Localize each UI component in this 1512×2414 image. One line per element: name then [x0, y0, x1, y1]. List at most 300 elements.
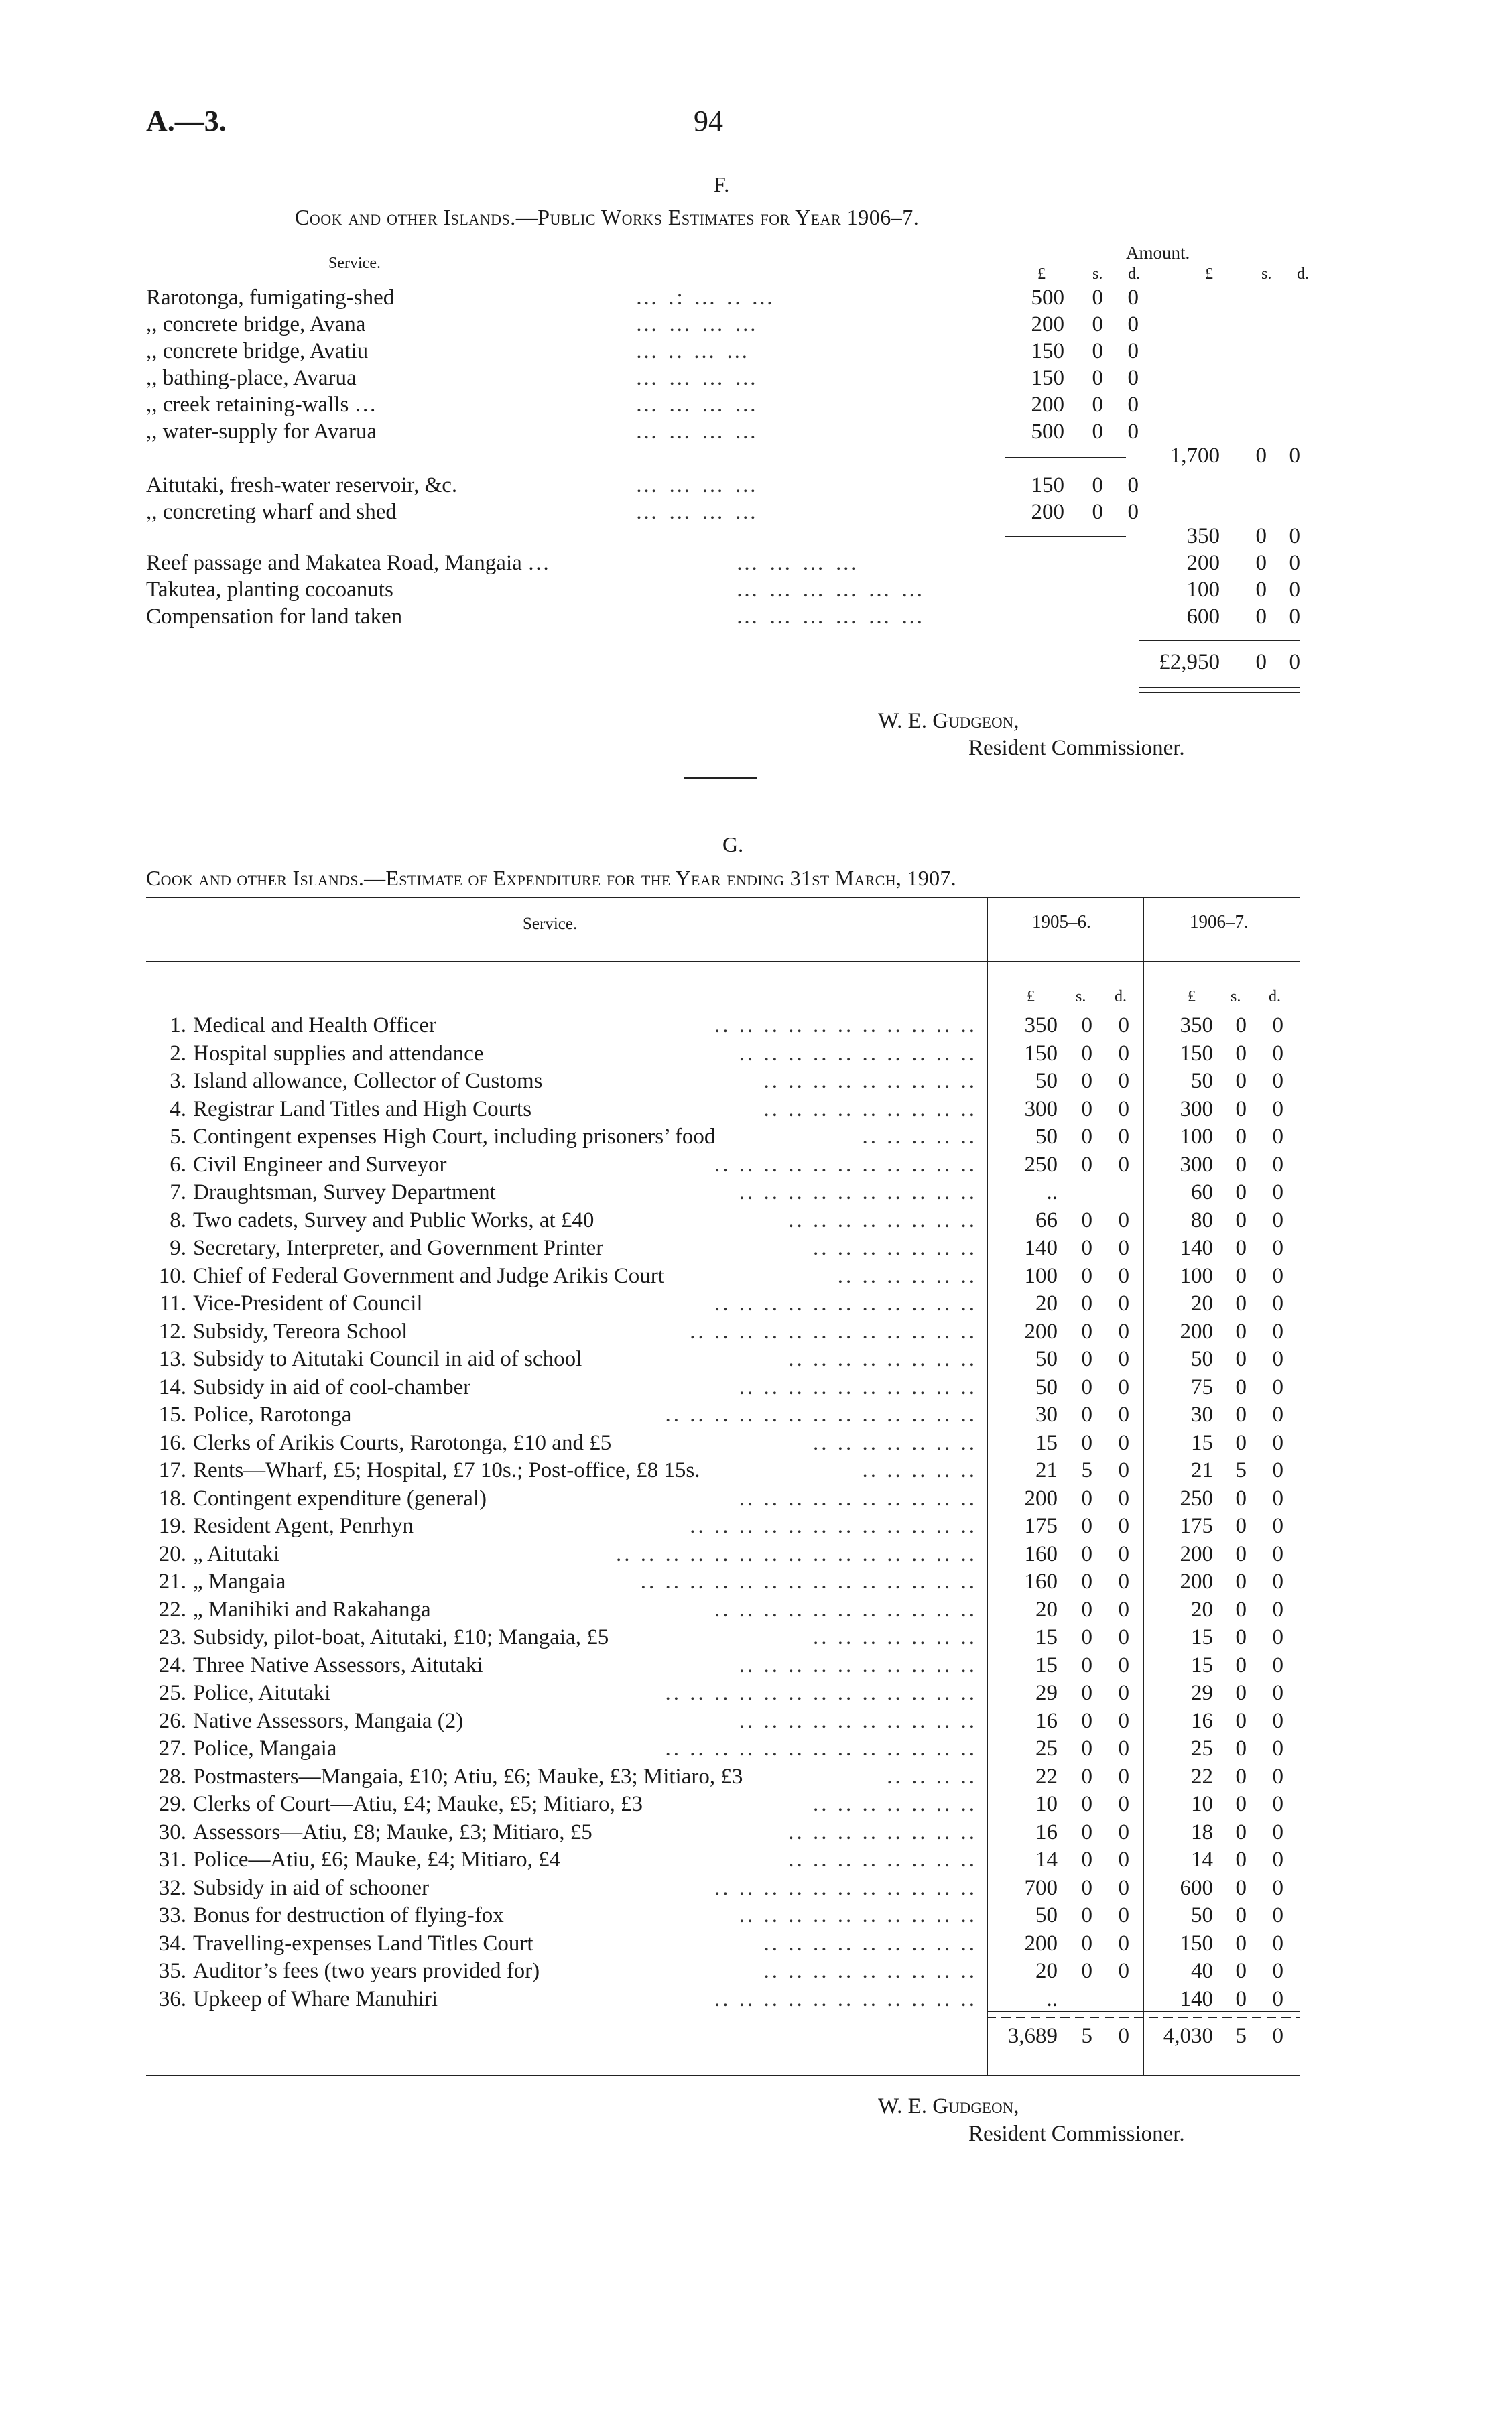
g-signature-title: Resident Commissioner. [968, 2122, 1185, 2146]
g-row-1906-pounds: 100 [1180, 1125, 1213, 1149]
g-row-1905-pence: 0 [1118, 1765, 1129, 1789]
g-row-leader-dots: .. .. .. .. .. .. .. .. .. .. .. .. .. .. [640, 1570, 977, 1594]
g-row-1906-pence: 0 [1272, 1542, 1283, 1566]
g-row-1905-pence: 0 [1118, 1848, 1129, 1872]
g-row-number: 14. [158, 1375, 186, 1399]
g-col-pounds-2: £ [1188, 988, 1196, 1005]
g-row-1905-pounds: 25 [1035, 1736, 1058, 1761]
g-row-1906-shillings: 0 [1235, 1792, 1247, 1816]
g-row-1905-pounds: 50 [1035, 1903, 1058, 1927]
g-row-1905-pence: 0 [1118, 1236, 1129, 1260]
f-other-row-leader-dots: … … … … … … [736, 605, 926, 629]
document-reference: A.—3. [146, 105, 227, 137]
g-row-number: 7. [170, 1180, 186, 1204]
f-subtotal-2-pence: 0 [1289, 524, 1300, 548]
g-row-1905-shillings: 0 [1081, 1264, 1092, 1288]
g-row-leader-dots: .. .. .. .. .. .. .. .. [788, 1848, 977, 1872]
g-row-1905-shillings: 0 [1081, 1931, 1092, 1956]
f-signature-name: W. E. Gudgeon, [878, 709, 1019, 733]
g-row-1906-shillings: 0 [1235, 1097, 1247, 1121]
g-row-1906-shillings: 0 [1235, 1514, 1247, 1538]
g-row-leader-dots: .. .. .. .. .. .. .. .. .. .. [739, 1180, 977, 1204]
g-row-1905-shillings: 0 [1081, 1876, 1092, 1900]
g-row-leader-dots: .. .. .. .. .. .. [837, 1264, 977, 1288]
g-row-1906-shillings: 0 [1235, 1736, 1247, 1761]
g-table-bottom-rule [146, 2075, 1300, 2076]
g-row-1905-pence: 0 [1118, 1208, 1129, 1232]
g-row-number: 2. [170, 1041, 186, 1066]
f-row-pounds: 500 [1031, 285, 1064, 310]
g-row-1906-shillings: 0 [1235, 1681, 1247, 1705]
g-row-1906-shillings: 0 [1235, 1959, 1247, 1983]
g-row-1905-shillings: 0 [1081, 1765, 1092, 1789]
g-row-1905-shillings: 0 [1081, 1069, 1092, 1093]
g-row-1906-shillings: 0 [1235, 1236, 1247, 1260]
g-row-1906-pounds: 29 [1191, 1681, 1213, 1705]
g-row-1906-pounds: 20 [1191, 1291, 1213, 1316]
g-row-1905-shillings: 0 [1081, 1542, 1092, 1566]
g-row-1905-shillings: 0 [1081, 1625, 1092, 1649]
g-row-1906-shillings: 0 [1235, 1291, 1247, 1316]
g-row-1906-pence: 0 [1272, 1486, 1283, 1511]
f-other-row-leader-dots: … … … … [736, 551, 860, 575]
g-row-1906-pounds: 15 [1191, 1653, 1213, 1677]
g-row-1906-pounds: 10 [1191, 1792, 1213, 1816]
g-row-number: 21. [158, 1570, 186, 1594]
f-col-shillings: s. [1092, 265, 1103, 283]
g-row-leader-dots: .. .. .. .. .. .. .. .. .. .. .. [714, 1153, 977, 1177]
f-col-pence-2: d. [1297, 265, 1309, 283]
g-row-number: 23. [158, 1625, 186, 1649]
g-row-1905-pounds: 50 [1035, 1375, 1058, 1399]
g-row-1906-pounds: 200 [1180, 1570, 1213, 1594]
g-row-1906-pounds: 21 [1191, 1458, 1213, 1482]
g-row-1906-pence: 0 [1272, 1264, 1283, 1288]
g-row-1906-pence: 0 [1272, 1959, 1283, 1983]
g-row-leader-dots: .. .. .. .. .. .. .. .. .. .. .. .. [690, 1514, 977, 1538]
f-other-row-leader-dots: … … … … … … [736, 578, 926, 602]
g-row-1905-pounds: 15 [1035, 1653, 1058, 1677]
f-col-pounds-2: £ [1205, 265, 1213, 283]
g-row-1906-pounds: 350 [1180, 1013, 1213, 1037]
g-row-leader-dots: .. .. .. .. .. .. .. .. .. .. [739, 1375, 977, 1399]
g-row-1906-shillings: 0 [1235, 1013, 1247, 1037]
g-row-leader-dots: .. .. .. .. .. .. .. [813, 1792, 977, 1816]
g-row-1906-pence: 0 [1272, 1598, 1283, 1622]
g-row-1906-pence: 0 [1272, 1681, 1283, 1705]
g-row-leader-dots: .. .. .. .. .. .. .. .. .. .. .. .. .. [665, 1403, 977, 1427]
g-row-label: Island allowance, Collector of Customs [193, 1069, 543, 1093]
g-row-1905-shillings: 0 [1081, 1013, 1092, 1037]
g-row-1905-pounds: 200 [1024, 1931, 1058, 1956]
g-row-1906-pounds: 175 [1180, 1514, 1213, 1538]
g-row-leader-dots: .. .. .. .. .. .. .. .. .. [763, 1097, 977, 1121]
g-row-number: 33. [158, 1903, 186, 1927]
f-col-pence: d. [1128, 265, 1140, 283]
g-row-1906-pence: 0 [1272, 1208, 1283, 1232]
page-number: 94 [694, 105, 723, 137]
g-row-1905-pounds: 250 [1024, 1153, 1058, 1177]
section-separator [684, 777, 757, 779]
g-row-1905-shillings: 0 [1081, 1820, 1092, 1844]
g-row-1906-pence: 0 [1272, 1987, 1283, 2011]
g-row-1905-pence: 0 [1118, 1598, 1129, 1622]
f-other-row-pounds: 100 [1186, 578, 1220, 602]
g-row-1906-pounds: 14 [1191, 1848, 1213, 1872]
g-row-label: Police—Atiu, £6; Mauke, £4; Mitiaro, £4 [193, 1848, 561, 1872]
g-row-1906-pounds: 250 [1180, 1486, 1213, 1511]
g-row-1905-shillings: 0 [1081, 1598, 1092, 1622]
g-row-1905-shillings: 0 [1081, 1486, 1092, 1511]
g-total-1906-pence: 0 [1272, 2024, 1283, 2048]
g-row-label: Subsidy, Tereora School [193, 1320, 408, 1344]
f-row-pounds: 200 [1031, 500, 1064, 524]
g-row-1906-pounds: 150 [1180, 1931, 1213, 1956]
g-row-1906-shillings: 0 [1235, 1876, 1247, 1900]
g-row-1905-shillings: 0 [1081, 1097, 1092, 1121]
g-row-1905-pounds: 300 [1024, 1097, 1058, 1121]
f-other-row-pounds: 600 [1186, 605, 1220, 629]
g-row-label: Rents—Wharf, £5; Hospital, £7 10s.; Post-office, £8 15s. [193, 1458, 700, 1482]
g-row-1905-pence: 0 [1118, 1959, 1129, 1983]
g-row-1906-pounds: 100 [1180, 1264, 1213, 1288]
g-row-label: Upkeep of Whare Manuhiri [193, 1987, 438, 2011]
g-row-leader-dots: .. .. .. .. .. .. .. .. .. [763, 1931, 977, 1956]
g-row-leader-dots: .. .. .. .. .. .. .. .. .. .. .. [714, 1876, 977, 1900]
f-subtotal-1-pence: 0 [1289, 444, 1300, 468]
f-row-pence: 0 [1127, 285, 1139, 310]
f-row-pence: 0 [1127, 500, 1139, 524]
g-row-1905-pence: 0 [1118, 1792, 1129, 1816]
g-row-1905-pounds: 15 [1035, 1625, 1058, 1649]
g-row-number: 30. [158, 1820, 186, 1844]
g-row-1906-pence: 0 [1272, 1736, 1283, 1761]
g-row-1906-pence: 0 [1272, 1820, 1283, 1844]
g-row-number: 24. [158, 1653, 186, 1677]
g-row-label: „ Mangaia [193, 1570, 286, 1594]
g-row-1906-pounds: 22 [1191, 1765, 1213, 1789]
g-row-1905-pounds: 100 [1024, 1264, 1058, 1288]
g-row-1906-pence: 0 [1272, 1403, 1283, 1427]
g-row-leader-dots: .. .. .. .. .. [862, 1458, 977, 1482]
f-other-row-label: Reef passage and Makatea Road, Mangaia … [146, 551, 550, 575]
g-row-label: Subsidy to Aitutaki Council in aid of school [193, 1347, 582, 1371]
g-row-1905-pence: 0 [1118, 1347, 1129, 1371]
g-row-1905-pounds: 66 [1035, 1208, 1058, 1232]
g-row-label: Secretary, Interpreter, and Government Printer [193, 1236, 604, 1260]
g-row-leader-dots: .. .. .. .. .. .. .. .. [788, 1208, 977, 1232]
g-row-1905-pounds: .. [1046, 1180, 1058, 1204]
g-row-1905-pence: 0 [1118, 1403, 1129, 1427]
g-col-pence: d. [1115, 988, 1127, 1005]
g-row-1906-pounds: 150 [1180, 1041, 1213, 1066]
f-row-leader-dots: … … … … [635, 366, 759, 390]
g-row-1906-pounds: 140 [1180, 1236, 1213, 1260]
f-row-label: ,, concrete bridge, Avatiu [146, 339, 369, 363]
g-row-leader-dots: .. .. .. .. .. .. .. .. .. .. .. .. .. [665, 1736, 977, 1761]
g-row-1905-pounds: 16 [1035, 1820, 1058, 1844]
g-row-1906-pence: 0 [1272, 1625, 1283, 1649]
g-row-number: 8. [170, 1208, 186, 1232]
g-row-1905-pounds: 16 [1035, 1709, 1058, 1733]
f-row-pence: 0 [1127, 393, 1139, 417]
g-row-1906-pence: 0 [1272, 1180, 1283, 1204]
f-service-header: Service. [328, 255, 381, 272]
g-row-number: 31. [158, 1848, 186, 1872]
g-row-1906-pence: 0 [1272, 1876, 1283, 1900]
g-row-1906-pounds: 50 [1191, 1069, 1213, 1093]
g-col-pounds: £ [1027, 988, 1035, 1005]
g-row-label: Three Native Assessors, Aitutaki [193, 1653, 483, 1677]
g-row-number: 12. [158, 1320, 186, 1344]
g-row-1905-shillings: 0 [1081, 1236, 1092, 1260]
g-row-1905-shillings: 0 [1081, 1347, 1092, 1371]
g-row-1906-shillings: 0 [1235, 1570, 1247, 1594]
f-row-label: Aitutaki, fresh-water reservoir, &c. [146, 473, 458, 497]
f-total-rule-bottom-1 [1139, 687, 1300, 688]
g-row-leader-dots: .. .. .. .. .. .. .. .. [788, 1347, 977, 1371]
g-row-number: 17. [158, 1458, 186, 1482]
g-row-1906-shillings: 0 [1235, 1180, 1247, 1204]
g-row-1906-pounds: 18 [1191, 1820, 1213, 1844]
g-row-1905-pence: 0 [1118, 1069, 1129, 1093]
g-row-1905-shillings: 0 [1081, 1848, 1092, 1872]
g-row-1906-shillings: 0 [1235, 1320, 1247, 1344]
g-row-number: 6. [170, 1153, 186, 1177]
g-row-label: Police, Mangaia [193, 1736, 337, 1761]
g-row-1906-pounds: 15 [1191, 1431, 1213, 1455]
g-row-1906-pence: 0 [1272, 1570, 1283, 1594]
g-row-1906-pounds: 16 [1191, 1709, 1213, 1733]
g-row-1905-pounds: 21 [1035, 1458, 1058, 1482]
g-row-1906-pounds: 300 [1180, 1097, 1213, 1121]
g-row-number: 9. [170, 1236, 186, 1260]
g-row-label: Resident Agent, Penrhyn [193, 1514, 414, 1538]
f-row-label: ,, water-supply for Avarua [146, 420, 377, 444]
f-other-row-pence: 0 [1289, 605, 1300, 629]
f-row-label: Rarotonga, fumigating-shed [146, 285, 395, 310]
g-row-1905-pounds: 350 [1024, 1013, 1058, 1037]
g-row-1906-pounds: 75 [1191, 1375, 1213, 1399]
f-row-shillings: 0 [1092, 393, 1103, 417]
f-row-label: ,, creek retaining-walls … [146, 393, 377, 417]
g-row-leader-dots: .. .. .. .. .. .. .. .. .. .. .. .. .. .. .. [616, 1542, 977, 1566]
g-row-1905-pence: 0 [1118, 1736, 1129, 1761]
g-row-leader-dots: .. .. .. .. .. .. .. .. .. .. .. [714, 1987, 977, 2011]
g-row-label: Native Assessors, Mangaia (2) [193, 1709, 464, 1733]
g-row-1905-pounds: 20 [1035, 1598, 1058, 1622]
g-row-1905-pounds: 700 [1024, 1876, 1058, 1900]
g-row-number: 32. [158, 1876, 186, 1900]
g-row-1905-pence: 0 [1118, 1013, 1129, 1037]
g-row-label: Travelling-expenses Land Titles Court [193, 1931, 533, 1956]
g-row-1906-shillings: 0 [1235, 1125, 1247, 1149]
g-row-1906-pence: 0 [1272, 1903, 1283, 1927]
g-row-leader-dots: .. .. .. .. .. .. .. .. .. .. [739, 1486, 977, 1511]
g-col-pence-2: d. [1269, 988, 1281, 1005]
g-row-1906-pence: 0 [1272, 1125, 1283, 1149]
g-row-1906-shillings: 0 [1235, 1208, 1247, 1232]
g-row-number: 29. [158, 1792, 186, 1816]
g-row-1905-pence: 0 [1118, 1709, 1129, 1733]
g-row-leader-dots: .. .. .. .. .. .. .. [813, 1625, 977, 1649]
g-row-1906-pence: 0 [1272, 1514, 1283, 1538]
g-row-1906-shillings: 0 [1235, 1542, 1247, 1566]
f-other-row-shillings: 0 [1255, 605, 1267, 629]
g-row-1905-shillings: 0 [1081, 1403, 1092, 1427]
g-row-leader-dots: .. .. .. .. .. .. .. .. [788, 1820, 977, 1844]
g-row-1905-pence: 0 [1118, 1514, 1129, 1538]
g-row-leader-dots: .. .. .. .. .. .. .. [813, 1236, 977, 1260]
g-row-1906-shillings: 0 [1235, 1653, 1247, 1677]
g-row-number: 11. [159, 1291, 186, 1316]
g-row-1906-shillings: 0 [1235, 1709, 1247, 1733]
g-row-leader-dots: .. .. .. .. .. .. .. .. .. .. [739, 1709, 977, 1733]
g-row-1906-pence: 0 [1272, 1236, 1283, 1260]
g-row-1905-shillings: 0 [1081, 1291, 1092, 1316]
f-total-rule-bottom-2 [1139, 692, 1300, 693]
g-row-1906-shillings: 0 [1235, 1987, 1247, 2011]
f-other-row-label: Takutea, planting cocoanuts [146, 578, 393, 602]
g-col-shillings: s. [1076, 988, 1086, 1005]
f-row-leader-dots: … … … … [635, 393, 759, 417]
g-row-1906-shillings: 0 [1235, 1347, 1247, 1371]
g-row-1905-pence: 0 [1118, 1681, 1129, 1705]
g-row-1906-pounds: 600 [1180, 1876, 1213, 1900]
g-row-label: Postmasters—Mangaia, £10; Atiu, £6; Mauke, £3; Mitiaro, £3 [193, 1765, 743, 1789]
g-row-1906-shillings: 0 [1235, 1153, 1247, 1177]
g-row-label: Draughtsman, Survey Department [193, 1180, 496, 1204]
g-row-1905-pounds: 10 [1035, 1792, 1058, 1816]
g-row-1906-pounds: 300 [1180, 1153, 1213, 1177]
g-row-1905-shillings: 0 [1081, 1125, 1092, 1149]
g-row-1906-pounds: 200 [1180, 1320, 1213, 1344]
g-table-header-rule [146, 961, 1300, 962]
g-total-1905-pence: 0 [1118, 2024, 1129, 2048]
g-row-1906-shillings: 0 [1235, 1931, 1247, 1956]
g-row-1906-shillings: 0 [1235, 1848, 1247, 1872]
g-row-1906-pence: 0 [1272, 1097, 1283, 1121]
g-row-1905-pence: 0 [1118, 1653, 1129, 1677]
f-total-pence: 0 [1289, 650, 1300, 674]
g-col-divider-1 [987, 897, 988, 2076]
g-row-leader-dots: .. .. .. .. .. .. .. .. .. .. .. [714, 1291, 977, 1316]
g-row-1906-pence: 0 [1272, 1765, 1283, 1789]
f-row-shillings: 0 [1092, 312, 1103, 336]
f-other-row-shillings: 0 [1255, 551, 1267, 575]
f-other-row-pounds: 200 [1186, 551, 1220, 575]
g-row-number: 16. [158, 1431, 186, 1455]
f-subtotal-1-pounds: 1,700 [1170, 444, 1220, 468]
g-row-1905-shillings: 0 [1081, 1959, 1092, 1983]
f-other-row-shillings: 0 [1255, 578, 1267, 602]
g-row-1905-pounds: 160 [1024, 1542, 1058, 1566]
g-row-label: „ Aitutaki [193, 1542, 280, 1566]
f-row-shillings: 0 [1092, 420, 1103, 444]
g-row-label: Clerks of Court—Atiu, £4; Mauke, £5; Mitiaro, £3 [193, 1792, 643, 1816]
f-row-pounds: 150 [1031, 366, 1064, 390]
g-row-1905-pence: 0 [1118, 1820, 1129, 1844]
f-row-shillings: 0 [1092, 366, 1103, 390]
g-total-1906-shillings: 5 [1235, 2024, 1247, 2048]
g-row-1905-pounds: 50 [1035, 1347, 1058, 1371]
g-table-top-rule [146, 897, 1300, 898]
g-row-1905-pounds: 160 [1024, 1570, 1058, 1594]
g-row-leader-dots: .. .. .. .. .. .. .. .. .. .. .. .. [690, 1320, 977, 1344]
g-row-1906-pence: 0 [1272, 1792, 1283, 1816]
f-amount-header: Amount. [1126, 243, 1190, 263]
g-row-1905-pounds: 30 [1035, 1403, 1058, 1427]
f-row-leader-dots: … .: … .. … [635, 285, 776, 310]
f-signature-title: Resident Commissioner. [968, 736, 1185, 760]
f-row-pence: 0 [1127, 366, 1139, 390]
g-row-leader-dots: .. .. .. .. .. .. .. .. .. .. [739, 1653, 977, 1677]
g-row-1905-pence: 0 [1118, 1931, 1129, 1956]
g-row-1906-pence: 0 [1272, 1653, 1283, 1677]
g-row-1905-pounds: 15 [1035, 1431, 1058, 1455]
f-total-rule-top [1139, 640, 1300, 641]
g-col-1905: 1905–6. [1032, 911, 1091, 932]
g-row-1905-pence: 0 [1118, 1375, 1129, 1399]
g-row-label: Bonus for destruction of flying-fox [193, 1903, 504, 1927]
f-row-leader-dots: … … … … [635, 312, 759, 336]
g-row-1905-shillings: 0 [1081, 1736, 1092, 1761]
g-total-1905-pounds: 3,689 [1007, 2024, 1058, 2048]
g-row-1906-pence: 0 [1272, 1458, 1283, 1482]
f-row-pence: 0 [1127, 420, 1139, 444]
g-row-label: „ Manihiki and Rakahanga [193, 1598, 431, 1622]
f-subtotal-rule-2 [1005, 536, 1126, 537]
g-row-1905-shillings: 0 [1081, 1431, 1092, 1455]
g-row-1906-pounds: 30 [1191, 1403, 1213, 1427]
g-row-1906-pence: 0 [1272, 1848, 1283, 1872]
g-row-1906-shillings: 0 [1235, 1598, 1247, 1622]
g-row-number: 5. [170, 1125, 186, 1149]
g-row-number: 35. [158, 1959, 186, 1983]
f-row-leader-dots: … … … … [635, 473, 759, 497]
g-row-leader-dots: .. .. .. .. .. [862, 1125, 977, 1149]
g-row-1905-shillings: 0 [1081, 1653, 1092, 1677]
g-row-leader-dots: .. .. .. .. .. .. .. .. .. [763, 1959, 977, 1983]
g-row-1905-shillings: 0 [1081, 1375, 1092, 1399]
g-row-1905-pounds: 200 [1024, 1320, 1058, 1344]
g-row-1905-shillings: 0 [1081, 1681, 1092, 1705]
g-row-label: Contingent expenditure (general) [193, 1486, 487, 1511]
g-row-1906-pounds: 140 [1180, 1987, 1213, 2011]
g-row-label: Contingent expenses High Court, including prisoners’ food [193, 1125, 716, 1149]
g-row-1905-pence: 0 [1118, 1431, 1129, 1455]
g-row-1906-shillings: 0 [1235, 1264, 1247, 1288]
g-service-header: Service. [523, 915, 578, 933]
g-row-1905-pence: 0 [1118, 1876, 1129, 1900]
g-row-number: 3. [170, 1069, 186, 1093]
g-col-1906: 1906–7. [1190, 911, 1249, 932]
f-row-pence: 0 [1127, 473, 1139, 497]
g-row-1906-pence: 0 [1272, 1291, 1283, 1316]
g-row-1905-pounds: 150 [1024, 1041, 1058, 1066]
g-row-1906-shillings: 0 [1235, 1903, 1247, 1927]
f-other-row-pence: 0 [1289, 551, 1300, 575]
f-row-leader-dots: … … … … [635, 500, 759, 524]
g-row-1906-pounds: 25 [1191, 1736, 1213, 1761]
g-row-number: 28. [158, 1765, 186, 1789]
g-row-leader-dots: .. .. .. .. .. .. .. .. .. .. .. [714, 1598, 977, 1622]
g-row-number: 13. [158, 1347, 186, 1371]
f-col-pounds: £ [1037, 265, 1046, 283]
g-row-1905-shillings: 0 [1081, 1570, 1092, 1594]
section-g-title: Cook and other Islands.—Estimate of Expenditure for the Year ending 31st March, 1907. [146, 866, 956, 890]
g-row-label: Two cadets, Survey and Public Works, at £40 [193, 1208, 594, 1232]
